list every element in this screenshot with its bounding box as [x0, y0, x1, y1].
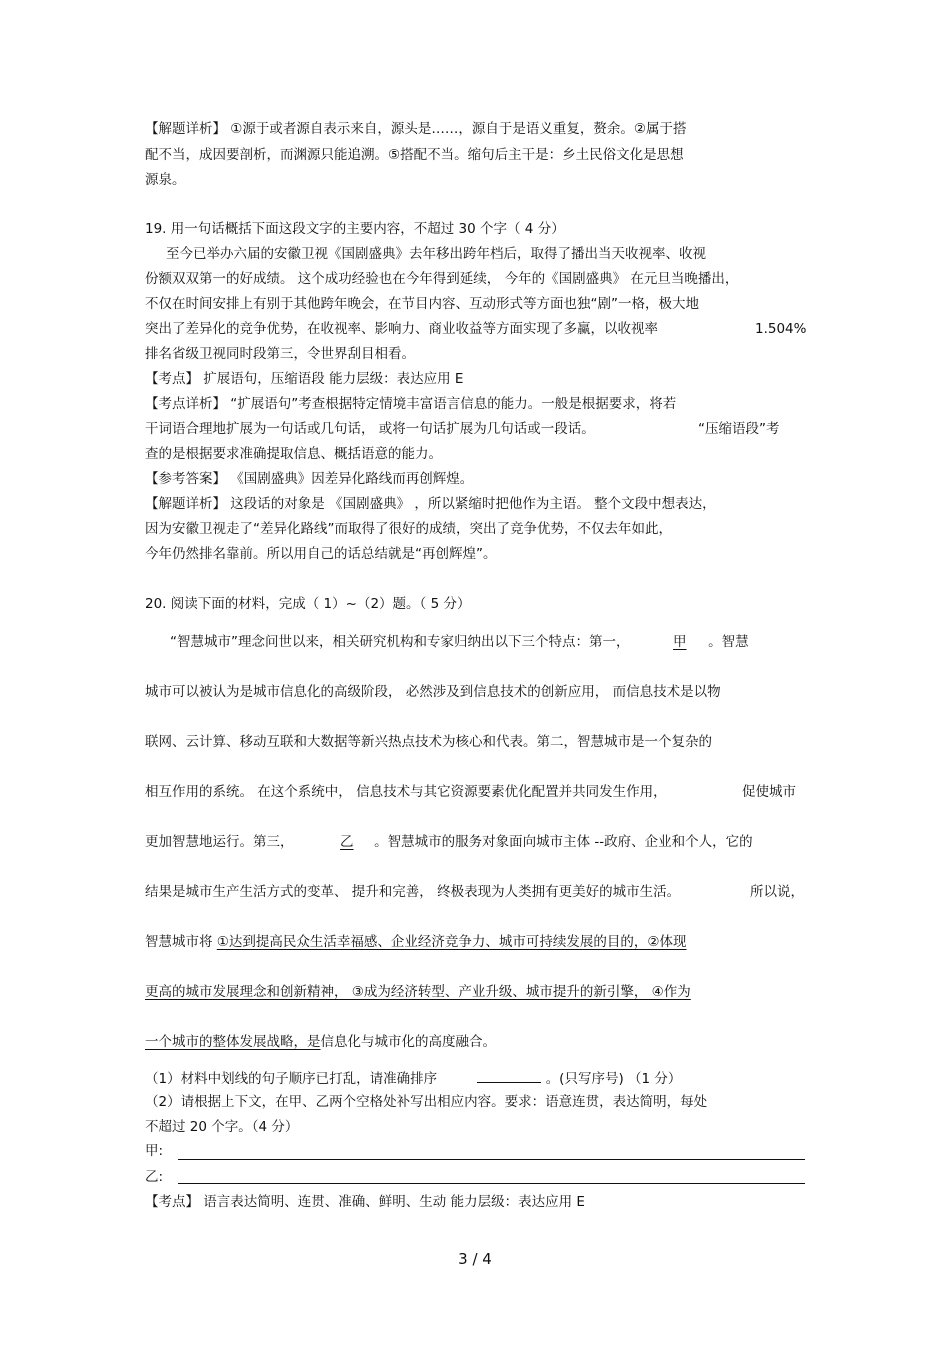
q20-material-line-6-end: 所以说， [750, 884, 804, 900]
yi-label: 乙: [145, 1169, 164, 1185]
q20-sub1 [145, 1068, 681, 1088]
q20-question: 20. 阅读下面的材料，完成（ 1）~（2）题。（ 5 分） [145, 596, 471, 612]
q19-detail-line-1: 【考点详析】 “扩展语句”考查根据特定情境丰富语言信息的能力。一般是根据要求，将若 [145, 396, 677, 412]
q20-sub2-line-2: 不超过 20 个字。（4 分） [145, 1119, 299, 1135]
q20-point: 【考点】 语言表达简明、连贯、准确、鲜明、生动 能力层级：表达应用 E [145, 1194, 585, 1210]
blank-yi[interactable]: 乙 [340, 834, 354, 850]
q20-sub2-line-1: （2）请根据上下文，在甲、乙两个空格处补写出相应内容。要求：语意连贯，表达简明，每处 [145, 1094, 708, 1110]
q19-detail-line-3: 查的是根据要求准确提取信息、概括语意的能力。 [145, 446, 442, 462]
q20-material-line-7-text: 智慧城市将 [145, 934, 217, 950]
q20-material-line-9-end: 信息化与城市化的高度融合。 [320, 1034, 496, 1050]
q20-material-line-4-end: 促使城市 [742, 784, 796, 800]
q19-analysis-line-2: 因为安徽卫视走了“差异化路线”而取得了很好的成绩，突出了竞争优势，不仅去年如此， [145, 521, 672, 537]
q19-detail-line-2: 干词语合理地扩展为一句话或几句话， 或将一句话扩展为几句话或一段话。 [145, 421, 595, 437]
blank-jia[interactable]: 甲 [673, 634, 687, 650]
q20-material-line-7 [145, 933, 687, 951]
q20-material-line-1-end: 。智慧 [708, 634, 749, 650]
jia-label: 甲: [145, 1143, 164, 1159]
q19-answer: 【参考答案】 《国剧盛典》因差异化路线而再创辉煌。 [145, 471, 474, 487]
q20-material-line-1-text: “智慧城市”理念问世以来，相关研究机构和专家归纳出以下三个特点：第一， [170, 634, 630, 650]
answer-line-yi[interactable] [178, 1183, 805, 1184]
answer-line-jia[interactable] [178, 1159, 805, 1160]
q20-material-line-8 [145, 983, 691, 1001]
q19-question: 19. 用一句话概括下面这段文字的主要内容，不超过 30 个字（ 4 分） [145, 221, 565, 237]
underlined-sentence-2: 更高的城市发展理念和创新精神， ③成为经济转型、产业升级、城市提升的新引擎， ④作为 [145, 984, 691, 1000]
q19-passage-line-5: 排名省级卫视同时段第三，令世界刮目相看。 [145, 346, 415, 362]
q19-point: 【考点】 扩展语句，压缩语段 能力层级：表达应用 E [145, 371, 464, 387]
answer-blank-order[interactable] [477, 1068, 541, 1083]
q19-passage-line-3: 不仅在时间安排上有别于其他跨年晚会，在节目内容、互动形式等方面也独“剧”一格，极大地 [145, 296, 699, 312]
q20-material-line-2: 城市可以被认为是城市信息化的高级阶段， 必然涉及到信息技术的创新应用， 而信息技术是以物 [145, 684, 721, 700]
q20-material-line-3: 联网、云计算、移动互联和大数据等新兴热点技术为核心和代表。第二，智慧城市是一个复杂的 [145, 734, 712, 750]
underlined-sentence-3: 一个城市的整体发展战略，是 [145, 1034, 321, 1050]
q19-passage-line-4: 突出了差异化的竞争优势，在收视率、影响力、商业收益等方面实现了多赢，以收视率 [145, 321, 658, 337]
q19-rating-value: 1.504% [755, 321, 807, 337]
q20-sub1-text: （1）材料中划线的句子顺序已打乱，请准确排序 [145, 1071, 438, 1087]
q18-analysis-line-2: 配不当，成因要剖析，而渊源只能追溯。⑤搭配不当。缩句后主干是：乡土民俗文化是思想 [145, 147, 684, 163]
q20-material-line-9 [145, 1033, 496, 1051]
q19-analysis-line-3: 今年仍然排名靠前。所以用自己的话总结就是“再创辉煌”。 [145, 546, 497, 562]
q20-material-line-6: 结果是城市生产生活方式的变革、 提升和完善， 终极表现为人类拥有更美好的城市生活。 [145, 884, 681, 900]
q18-analysis-line-1: 【解题详析】 ①源于或者源自表示来自，源头是……，源自于是语义重复，赘余。②属于搭 [145, 121, 687, 137]
q20-material-line-5-end: 。智慧城市的服务对象面向城市主体 --政府、企业和个人，它的 [374, 834, 753, 850]
q20-material-line-5-text: 更加智慧地运行。第三， [145, 834, 294, 850]
q20-material-line-5 [145, 833, 753, 851]
q20-material-line-1 [170, 633, 749, 651]
q20-material-line-4: 相互作用的系统。 在这个系统中， 信息技术与其它资源要素优化配置并共同发生作用， [145, 784, 667, 800]
q19-passage-line-1: 至今已举办六届的安徽卫视《国剧盛典》去年移出跨年档后，取得了播出当天收视率、收视 [166, 246, 706, 262]
q19-detail-line-2-end: “压缩语段”考 [698, 421, 780, 437]
page-number: 3 / 4 [458, 1250, 492, 1268]
q20-sub1-end: 。(只写序号) （1 分） [545, 1071, 682, 1087]
q19-passage-line-2: 份额双双第一的好成绩。 这个成功经验也在今年得到延续， 今年的《国剧盛典》 在元旦当晚播出， [145, 271, 739, 287]
q19-analysis-line-1: 【解题详析】 这段话的对象是 《国剧盛典》 ，所以紧缩时把他作为主语。 整个文段中想表达， [145, 496, 716, 512]
underlined-sentence-1: ①达到提高民众生活幸福感、企业经济竞争力、城市可持续发展的目的，②体现 [216, 934, 687, 950]
q18-analysis-line-3: 源泉。 [145, 172, 186, 188]
